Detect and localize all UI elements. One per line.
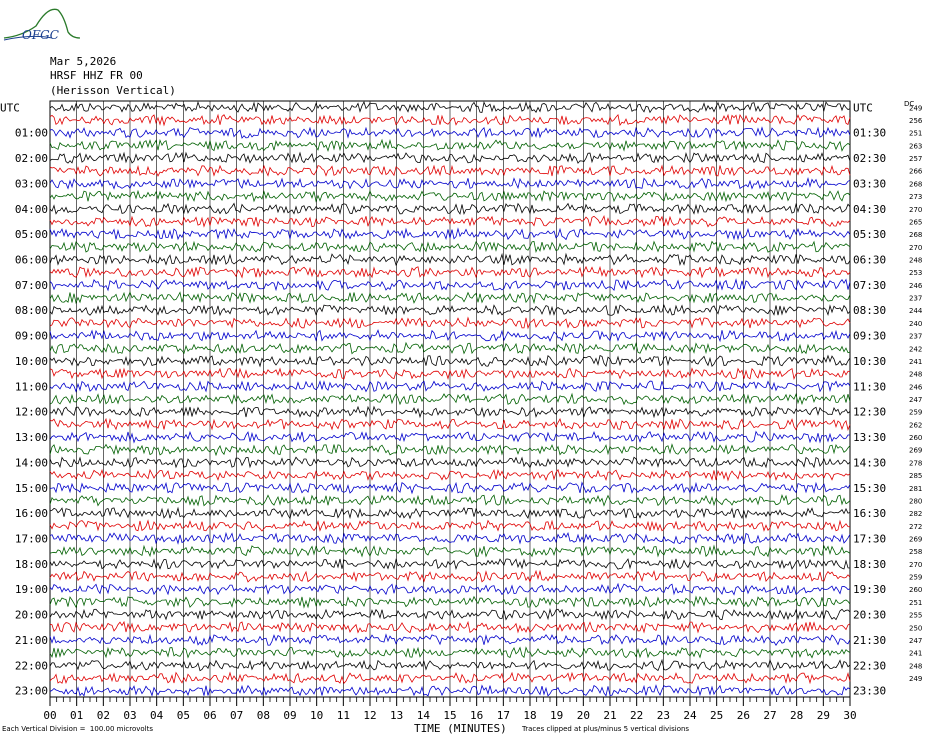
left-time-label: 17:00 (14, 532, 48, 546)
header-station: HRSF HHZ FR 00 (50, 69, 143, 82)
left-time-label: 12:00 (14, 405, 48, 419)
left-time-label: 10:00 (14, 354, 48, 368)
x-tick-label: 23 (656, 709, 670, 722)
x-tick-label: 12 (363, 709, 377, 722)
dc-offset-value: 247 (909, 636, 923, 645)
left-time-label: 15:00 (14, 481, 48, 495)
right-time-label: 16:30 (853, 507, 887, 521)
x-tick-label: 28 (790, 709, 804, 722)
right-time-label: 09:30 (853, 329, 887, 343)
x-tick-label: 22 (630, 709, 644, 722)
right-time-label: 08:30 (853, 304, 887, 318)
x-tick-label: 26 (736, 709, 750, 722)
dc-offset-value: 272 (909, 522, 923, 531)
left-time-label: 11:00 (14, 380, 48, 394)
left-time-label: 07:00 (14, 278, 48, 292)
dc-offset-value: 244 (909, 307, 923, 316)
x-tick-label: 18 (523, 709, 537, 722)
right-time-label: 06:30 (853, 253, 887, 267)
dc-offset-value: 257 (909, 155, 923, 164)
dc-offset-value: 249 (909, 674, 923, 683)
right-time-label: 11:30 (853, 380, 887, 394)
dc-offset-value: 278 (909, 459, 923, 468)
left-time-label: 18:00 (14, 557, 48, 571)
right-time-label: 17:30 (853, 532, 887, 546)
right-time-label: 12:30 (853, 405, 887, 419)
left-time-label: 06:00 (14, 253, 48, 267)
dc-offset-value: 256 (909, 117, 923, 126)
left-time-label: UTC (0, 101, 20, 115)
dc-offset-value: 248 (909, 370, 923, 379)
x-axis-label: TIME (MINUTES) (414, 722, 507, 735)
dc-offset-value: 246 (909, 383, 923, 392)
dc-offset-value: 248 (909, 256, 923, 265)
x-tick-label: 17 (496, 709, 510, 722)
dc-offset-value: 249 (909, 104, 923, 113)
left-time-label: 01:00 (14, 126, 48, 140)
right-time-label: 10:30 (853, 354, 887, 368)
right-time-label: 05:30 (853, 228, 887, 242)
dc-offset-value: 273 (909, 193, 923, 202)
dc-offset-value: 251 (909, 598, 923, 607)
dc-offset-value: 285 (909, 472, 923, 481)
dc-offset-value: 241 (909, 649, 923, 658)
header-date: Mar 5,2026 (50, 55, 117, 68)
left-time-label: 19:00 (14, 583, 48, 597)
x-tick-label: 30 (843, 709, 857, 722)
dc-offset-value: 265 (909, 218, 923, 227)
dc-offset-value: 246 (909, 281, 923, 290)
right-time-label: UTC (853, 101, 873, 115)
x-tick-label: 19 (550, 709, 564, 722)
x-tick-label: 07 (230, 709, 244, 722)
dc-offset-value: 260 (909, 434, 923, 443)
x-tick-label: 13 (390, 709, 404, 722)
right-time-label: 19:30 (853, 583, 887, 597)
right-time-label: 20:30 (853, 608, 887, 622)
x-tick-label: 27 (763, 709, 777, 722)
right-time-label: 13:30 (853, 431, 887, 445)
dc-offset-value: 270 (909, 205, 923, 214)
x-tick-label: 00 (43, 709, 57, 722)
dc-offset-value: 281 (909, 484, 923, 493)
x-tick-label: 01 (70, 709, 84, 722)
dc-offset-value: 250 (909, 624, 923, 633)
left-time-label: 04:00 (14, 202, 48, 216)
dc-offset-value: 262 (909, 421, 923, 430)
left-time-label: 09:00 (14, 329, 48, 343)
left-time-label: 23:00 (14, 684, 48, 698)
x-tick-label: 05 (176, 709, 190, 722)
x-tick-label: 03 (123, 709, 137, 722)
dc-offset-value: 268 (909, 180, 923, 189)
x-tick-label: 16 (470, 709, 484, 722)
right-time-label: 01:30 (853, 126, 887, 140)
x-tick-label: 02 (96, 709, 110, 722)
x-tick-label: 06 (203, 709, 217, 722)
dc-offset-value: 251 (909, 129, 923, 138)
footer-scale-note: Each Vertical Division = 100.00 microvolts (2, 725, 154, 733)
dc-offset-value: 266 (909, 167, 923, 176)
right-time-label: 07:30 (853, 278, 887, 292)
x-tick-label: 21 (603, 709, 617, 722)
x-tick-label: 14 (416, 709, 430, 722)
right-time-label: 21:30 (853, 633, 887, 647)
dc-offset-value: 270 (909, 560, 923, 569)
right-time-label: 22:30 (853, 659, 887, 673)
left-time-label: 16:00 (14, 507, 48, 521)
left-time-label: 08:00 (14, 304, 48, 318)
right-time-label: 02:30 (853, 152, 887, 166)
header-site: (Herisson Vertical) (50, 84, 176, 97)
dc-offset-value: 258 (909, 548, 923, 557)
right-time-label: 03:30 (853, 177, 887, 191)
dc-offset-value: 248 (909, 662, 923, 671)
dc-offset-value: 260 (909, 586, 923, 595)
dc-offset-value: 237 (909, 294, 923, 303)
dc-column-label: DC (904, 100, 915, 108)
x-tick-label: 09 (283, 709, 297, 722)
dc-offset-value: 259 (909, 408, 923, 417)
x-tick-label: 08 (256, 709, 270, 722)
dc-offset-value: 282 (909, 510, 923, 519)
dc-offset-value: 241 (909, 357, 923, 366)
dc-offset-value: 263 (909, 142, 923, 151)
left-time-label: 05:00 (14, 228, 48, 242)
x-tick-label: 11 (336, 709, 350, 722)
footer-clip-note: Traces clipped at plus/minus 5 vertical divisions (522, 725, 690, 733)
dc-offset-value: 269 (909, 446, 923, 455)
dc-offset-value: 280 (909, 497, 923, 506)
dc-offset-value: 255 (909, 611, 923, 620)
x-tick-label: 25 (710, 709, 724, 722)
right-time-label: 14:30 (853, 456, 887, 470)
x-tick-label: 24 (683, 709, 697, 722)
left-time-label: 02:00 (14, 152, 48, 166)
right-time-label: 04:30 (853, 202, 887, 216)
left-time-label: 21:00 (14, 633, 48, 647)
logo-text: OFGC (22, 28, 59, 42)
dc-offset-value: 240 (909, 319, 923, 328)
right-time-label: 18:30 (853, 557, 887, 571)
dc-offset-value: 268 (909, 231, 923, 240)
dc-offset-value: 269 (909, 535, 923, 544)
dc-offset-value: 237 (909, 332, 923, 341)
right-time-label: 23:30 (853, 684, 887, 698)
dc-offset-value: 242 (909, 345, 923, 354)
dc-offset-value: 270 (909, 243, 923, 252)
left-time-label: 13:00 (14, 431, 48, 445)
left-time-label: 03:00 (14, 177, 48, 191)
dc-offset-value: 253 (909, 269, 923, 278)
dc-offset-value: 259 (909, 573, 923, 582)
left-time-label: 20:00 (14, 608, 48, 622)
x-tick-label: 04 (150, 709, 164, 722)
x-tick-label: 29 (816, 709, 830, 722)
left-time-label: 22:00 (14, 659, 48, 673)
left-time-label: 14:00 (14, 456, 48, 470)
dc-offset-value: 247 (909, 396, 923, 404)
right-time-label: 15:30 (853, 481, 887, 495)
x-tick-label: 20 (576, 709, 590, 722)
x-tick-label: 10 (310, 709, 324, 722)
x-tick-label: 15 (443, 709, 457, 722)
